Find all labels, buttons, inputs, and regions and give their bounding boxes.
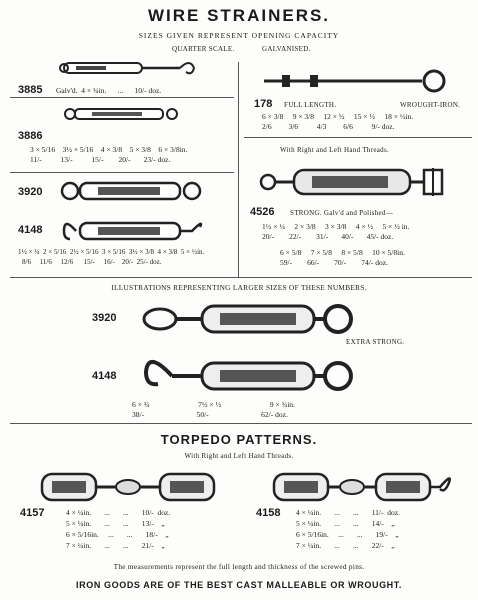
torpedo-4158-icon — [270, 470, 460, 504]
column-divider — [238, 62, 239, 277]
torpedo-row: 7 × ¼in. ... ... 21/- „ — [66, 541, 165, 550]
turnbuckle-4526-icon — [258, 164, 448, 200]
item-number: 4148 — [18, 224, 43, 236]
item-prices: 8/6 11/6 12/6 15/- 16/- 20/- 25/- doz. — [22, 258, 162, 266]
item-prices: 2/6 3/6 4/3 6/6 9/- doz. — [262, 122, 395, 131]
finish-note: GALVANISED. — [262, 45, 311, 53]
torpedo-row: 6 × 5/16in. ... ... 19/- „ — [296, 530, 399, 539]
torpedo-row: 5 × ¼in. ... ... 14/- „ — [296, 519, 395, 528]
wire-strainer-3920-icon — [60, 178, 210, 204]
larger-heading: ILLUSTRATIONS REPRESENTING LARGER SIZES OF THESE NUMBERS. — [111, 283, 367, 292]
item-number: 3886 — [18, 130, 43, 142]
wire-strainer-3886-icon — [62, 104, 182, 124]
quality-note: IRON GOODS ARE OF THE BEST CAST MALLEABLE OR WROUGHT. — [76, 580, 402, 590]
item-number: 178 — [254, 98, 273, 110]
item-number: 3920 — [18, 186, 43, 198]
item-number: 4526 — [250, 206, 275, 218]
torpedo-row: 4 × ¼in. ... ... 11/- doz. — [296, 508, 400, 517]
item-prices: 20/- 22/- 31/- 40/- 45/- doz. — [262, 232, 394, 241]
item-prices: 59/- 66/- 70/- 74/- doz. — [280, 258, 388, 267]
torpedo-4157-icon — [38, 470, 218, 504]
torpedo-thread-note: With Right and Left Hand Threads. — [184, 452, 294, 460]
item-number: 4158 — [256, 507, 281, 519]
item-material: WROUGHT-IRON. — [400, 101, 461, 109]
wire-strainer-4148-icon — [60, 218, 210, 244]
wire-strainer-3885-icon — [58, 58, 198, 82]
eye-bolt-178-icon — [262, 68, 452, 94]
subtitle: SIZES GIVEN REPRESENT OPENING CAPACITY — [138, 31, 340, 40]
item-number: 3885 — [18, 84, 43, 96]
turnbuckle-3920-large-icon — [140, 298, 360, 340]
larger-prices: 38/- 50/- 62/- doz. — [132, 410, 288, 419]
extra-strong-note: EXTRA STRONG. — [346, 338, 405, 346]
torpedo-row: 6 × 5/16in. ... ... 18/- „ — [66, 530, 169, 539]
item-desc: FULL LENGTH. — [284, 101, 337, 109]
scale-note: QUARTER SCALE. — [172, 45, 235, 53]
page-title: WIRE STRAINERS. — [147, 6, 331, 25]
torpedo-title: TORPEDO PATTERNS. — [160, 432, 318, 447]
item-spec: Galv'd. 4 × ¾in. ... 10/- doz. — [56, 86, 162, 95]
item-sizes: 1½ × ¼ 2 × 5/16 2½ × 5/16 3 × 5/16 3½ × 3/8 4 × 3/8 5 × ½in. — [18, 248, 205, 256]
measure-note: The measurements represent the full length and thickness of the screwed pins. — [113, 562, 365, 571]
divider — [10, 172, 234, 173]
item-number: 3920 — [92, 312, 117, 324]
divider — [244, 137, 472, 138]
item-desc: STRONG. Galv'd and Polished— — [290, 209, 393, 217]
thread-note: With Right and Left Hand Threads. — [280, 146, 390, 154]
item-prices: 11/- 13/- 15/- 20/- 23/- doz. — [30, 155, 171, 164]
item-sizes: 3 × 5/16 3½ × 5/16 4 × 3/8 5 × 3/8 6 × 3/8in. — [30, 145, 188, 154]
item-number: 4148 — [92, 370, 117, 382]
item-sizes: 6 × 5/8 7 × 5/8 8 × 5/8 10 × 5/8in. — [280, 248, 405, 257]
divider — [10, 97, 234, 98]
item-sizes: 1½ × ¼ 2 × 3/8 3 × 3/8 4 × ½ 5 × ½ in. — [262, 222, 410, 231]
divider — [10, 277, 472, 278]
larger-sizes: 6 × ¾ 7½ × ½ 9 × ¾in. — [132, 400, 295, 409]
item-number: 4157 — [20, 507, 45, 519]
divider — [10, 423, 472, 424]
torpedo-row: 5 × ¼in. ... ... 13/- „ — [66, 519, 165, 528]
item-sizes: 6 × 3/8 9 × 3/8 12 × ½ 15 × ½ 18 × ½in. — [262, 112, 414, 121]
turnbuckle-4148-large-icon — [140, 354, 360, 396]
torpedo-row: 4 × ¼in. ... ... 10/- doz. — [66, 508, 171, 517]
torpedo-row: 7 × ¼in. ... ... 22/- „ — [296, 541, 395, 550]
